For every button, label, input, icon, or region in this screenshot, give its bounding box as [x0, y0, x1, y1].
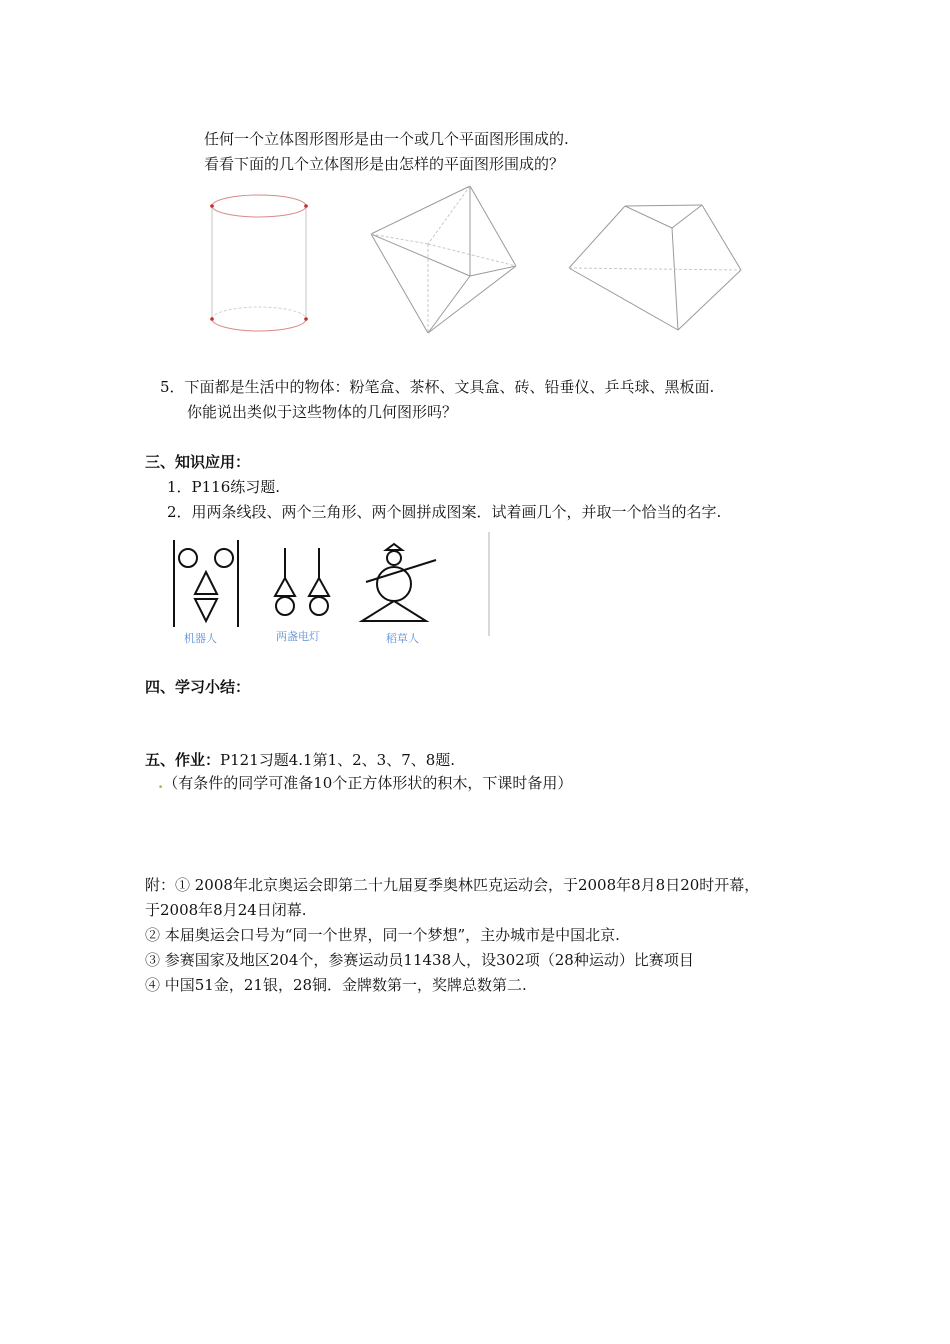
octahedron-figure [360, 178, 530, 338]
section-5-text: P121习题4.1第1、2、3、7、8题. [220, 751, 456, 769]
intro-line-1: 任何一个立体图形图形是由一个或几个平面图形围成的. [204, 130, 569, 148]
pattern-label-two-lamps: 两盏电灯 [276, 630, 320, 643]
section-5-heading: 五、作业： [145, 751, 221, 769]
appendix-line-1: 附：① 2008年北京奥运会即第二十九届夏季奥林匹克运动会，于2008年8月8日20时开幕， [145, 876, 760, 894]
pattern-drawings [160, 530, 500, 650]
question-5-line-2: 你能说出类似于这些物体的几何图形吗？ [187, 403, 458, 421]
robot-pattern [174, 540, 238, 627]
two-lamps-pattern [275, 548, 329, 615]
cylinder-point [304, 204, 308, 208]
scarecrow-pattern [362, 544, 436, 621]
cylinder-top-ellipse [212, 195, 306, 217]
section-5-note-line [158, 772, 572, 793]
section-3-item-1: 1．P116练习题. [167, 478, 281, 496]
cylinder-bottom-back-arc [212, 307, 306, 319]
section-5-note: （有条件的同学可准备10个正方体形状的积木，下课时备用） [163, 774, 573, 792]
section-3-heading: 三、知识应用： [145, 453, 251, 471]
appendix-line-2: 于2008年8月24日闭幕. [145, 901, 307, 919]
section-5-line [145, 749, 455, 770]
cylinder-bottom-front-arc [212, 319, 306, 331]
appendix-line-4: ③ 参赛国家及地区204个，参赛运动员11438人，设302项（28种运动）比赛项目 [145, 951, 694, 969]
cylinder-point [304, 317, 308, 321]
appendix-line-5: ④ 中国51金，21银，28铜．金牌数第一，奖牌总数第二. [145, 976, 527, 994]
question-5-line-1: 5．下面都是生活中的物体：粉笔盒、茶杯、文具盒、砖、铅垂仪、乒乓球、黑板面. [160, 378, 715, 396]
pattern-label-scarecrow: 稻草人 [386, 632, 419, 645]
bullet-dot: . [158, 774, 164, 792]
cylinder-point [210, 204, 214, 208]
cylinder-point [210, 317, 214, 321]
pattern-label-robot: 机器人 [184, 632, 217, 645]
section-3-item-2: 2．用两条线段、两个三角形、两个圆拼成图案．试着画几个，并取一个恰当的名字. [167, 503, 722, 521]
section-4-heading: 四、学习小结： [145, 678, 251, 696]
appendix-line-3: ② 本届奥运会口号为“同一个世界，同一个梦想”，主办城市是中国北京. [145, 926, 620, 944]
intro-line-2: 看看下面的几个立体图形是由怎样的平面图形围成的？ [204, 155, 565, 173]
cylinder-figure [200, 188, 320, 338]
pyramid-figure [565, 198, 750, 338]
